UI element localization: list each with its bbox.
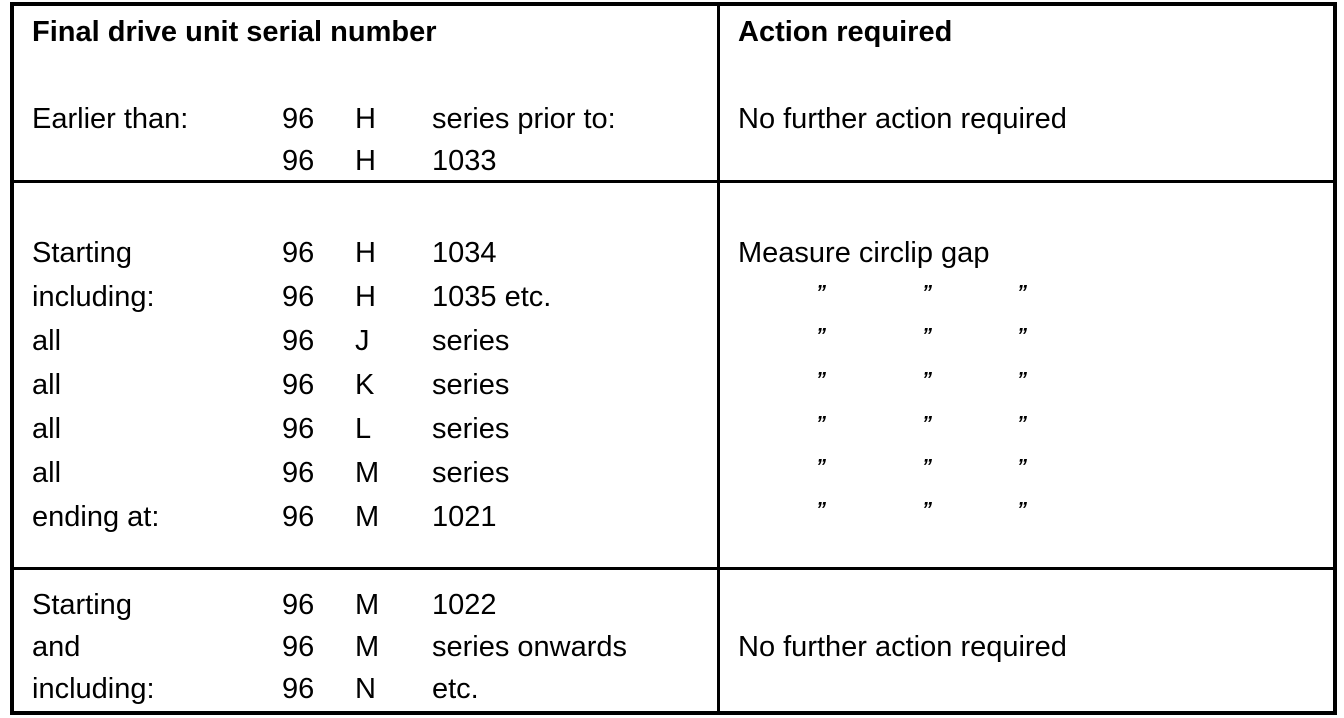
row-year: 96 <box>282 631 315 663</box>
row-detail: series <box>432 325 510 357</box>
action-text: Measure circlip gap <box>738 237 990 269</box>
table-border-left <box>10 2 14 715</box>
row-letter: J <box>355 325 370 357</box>
action-text: No further action required <box>738 103 1067 135</box>
row-label: ending at: <box>32 501 160 533</box>
row-year: 96 <box>282 501 315 533</box>
header-action-required: Action required <box>738 16 953 48</box>
table-border-bottom <box>10 711 1337 715</box>
ditto-mark: ” <box>922 413 932 435</box>
row-letter: K <box>355 369 375 401</box>
row-divider-2 <box>10 567 1337 570</box>
ditto-mark: ” <box>1017 325 1027 347</box>
row-label: and <box>32 631 81 663</box>
header-serial-number: Final drive unit serial number <box>32 16 437 48</box>
row-detail: series <box>432 413 510 445</box>
row-label: Earlier than: <box>32 103 189 135</box>
row-detail: 1022 <box>432 589 497 621</box>
row-year: 96 <box>282 325 315 357</box>
row-label: all <box>32 325 62 357</box>
ditto-mark: ” <box>1017 413 1027 435</box>
ditto-mark: ” <box>816 369 826 391</box>
ditto-mark: ” <box>922 325 932 347</box>
row-label: all <box>32 457 62 489</box>
row-year: 96 <box>282 673 315 705</box>
row-year: 96 <box>282 103 315 135</box>
row-letter: M <box>355 631 380 663</box>
row-divider-1 <box>10 180 1337 183</box>
ditto-mark: ” <box>1017 282 1027 304</box>
row-year: 96 <box>282 589 315 621</box>
row-year: 96 <box>282 457 315 489</box>
row-letter: N <box>355 673 376 705</box>
ditto-mark: ” <box>1017 456 1027 478</box>
ditto-mark: ” <box>1017 369 1027 391</box>
row-detail: series <box>432 369 510 401</box>
ditto-mark: ” <box>816 413 826 435</box>
row-letter: M <box>355 457 380 489</box>
row-year: 96 <box>282 281 315 313</box>
row-label: all <box>32 413 62 445</box>
ditto-mark: ” <box>922 499 932 521</box>
row-label: Starting <box>32 589 132 621</box>
ditto-mark: ” <box>922 369 932 391</box>
row-letter: H <box>355 237 376 269</box>
row-detail: etc. <box>432 673 479 705</box>
row-year: 96 <box>282 237 315 269</box>
row-label: all <box>32 369 62 401</box>
table-border-top <box>10 2 1337 6</box>
row-detail: 1033 <box>432 145 497 177</box>
row-year: 96 <box>282 413 315 445</box>
ditto-mark: ” <box>816 499 826 521</box>
row-year: 96 <box>282 145 315 177</box>
row-detail: 1035 etc. <box>432 281 552 313</box>
row-label: Starting <box>32 237 132 269</box>
row-detail: 1021 <box>432 501 497 533</box>
ditto-mark: ” <box>1017 499 1027 521</box>
row-letter: L <box>355 413 372 445</box>
ditto-mark: ” <box>816 282 826 304</box>
ditto-mark: ” <box>816 456 826 478</box>
row-letter: H <box>355 281 376 313</box>
row-letter: M <box>355 589 380 621</box>
row-detail: series onwards <box>432 631 628 663</box>
row-letter: M <box>355 501 380 533</box>
row-detail: 1034 <box>432 237 497 269</box>
ditto-mark: ” <box>922 456 932 478</box>
row-label: including: <box>32 281 155 313</box>
row-letter: H <box>355 145 376 177</box>
action-text: No further action required <box>738 631 1067 663</box>
ditto-mark: ” <box>922 282 932 304</box>
row-detail: series prior to: <box>432 103 616 135</box>
row-label: including: <box>32 673 155 705</box>
row-year: 96 <box>282 369 315 401</box>
table-border-right <box>1333 2 1337 715</box>
column-divider <box>717 2 720 715</box>
row-letter: H <box>355 103 376 135</box>
row-detail: series <box>432 457 510 489</box>
ditto-mark: ” <box>816 325 826 347</box>
